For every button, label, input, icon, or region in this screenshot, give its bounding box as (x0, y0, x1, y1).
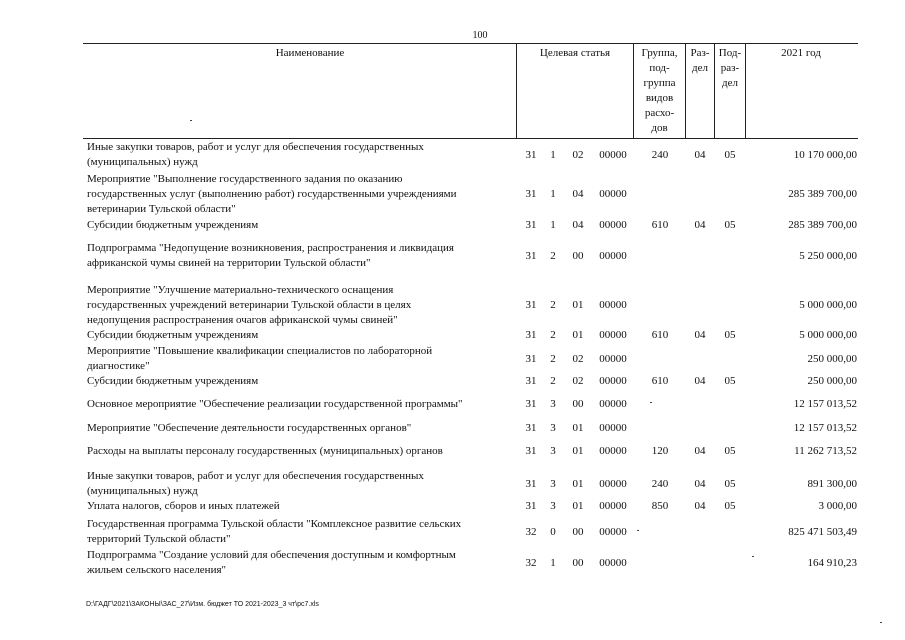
target-code: 1 (550, 557, 556, 569)
amount-2021: 10 170 000,00 (793, 149, 857, 161)
section-code: 04 (694, 219, 706, 231)
target-code: 2 (550, 375, 556, 387)
expense-group: 240 (651, 478, 669, 490)
target-code: 31 (525, 299, 537, 311)
footer-file-path: D:\ГАДГ\2021\ЗАКОНЫ\ЗАС_27\Изм. бюджет ТО 2021-2023_3 чт\рс7.xls (86, 601, 319, 608)
amount-2021: 164 910,23 (807, 557, 857, 569)
target-code: 31 (525, 250, 537, 262)
amount-2021: 12 157 013,52 (793, 398, 857, 410)
target-code: 1 (550, 149, 556, 161)
target-code: 00000 (599, 250, 627, 262)
target-code: 31 (525, 375, 537, 387)
expense-group: 240 (651, 149, 669, 161)
amount-2021: 285 389 700,00 (788, 188, 857, 200)
target-code: 2 (550, 299, 556, 311)
target-code: 31 (525, 329, 537, 341)
target-code: 3 (550, 422, 556, 434)
target-code: 2 (550, 329, 556, 341)
target-code: 31 (525, 188, 537, 200)
section-code: 04 (694, 500, 706, 512)
target-code: 01 (572, 329, 584, 341)
target-code: 31 (525, 478, 537, 490)
target-code: 00000 (599, 478, 627, 490)
target-code: 31 (525, 500, 537, 512)
scan-speck (637, 530, 639, 531)
scan-speck (880, 622, 882, 623)
subsection-code: 05 (724, 219, 736, 231)
row-name: Основное мероприятие "Обеспечение реализации государственной программы" (87, 398, 463, 410)
row-name: Иные закупки товаров, работ и услуг для обеспечения государственных (муниципальных) нужд (87, 470, 424, 497)
amount-2021: 5 250 000,00 (799, 250, 857, 262)
amount-2021: 285 389 700,00 (788, 219, 857, 231)
target-code: 31 (525, 149, 537, 161)
amount-2021: 12 157 013,52 (793, 422, 857, 434)
target-code: 2 (550, 353, 556, 365)
target-code: 00000 (599, 375, 627, 387)
row-name: Мероприятие "Обеспечение деятельности государственных органов" (87, 422, 412, 434)
target-code: 00000 (599, 422, 627, 434)
target-code: 01 (572, 299, 584, 311)
header-group: Группа, под- группа видов расхо- дов (641, 47, 678, 134)
scan-speck (650, 402, 652, 403)
target-code: 3 (550, 445, 556, 457)
target-code: 04 (572, 188, 584, 200)
scan-speck (190, 120, 192, 121)
target-code: 00000 (599, 526, 627, 538)
amount-2021: 250 000,00 (807, 375, 857, 387)
section-code: 04 (694, 149, 706, 161)
target-code: 00 (572, 526, 584, 538)
expense-group: 610 (651, 375, 669, 387)
header-year: 2021 год (781, 47, 821, 59)
row-name: Расходы на выплаты персоналу государственных (муниципальных) органов (87, 445, 443, 457)
target-code: 01 (572, 422, 584, 434)
target-code: 00 (572, 398, 584, 410)
subsection-code: 05 (724, 149, 736, 161)
expense-group: 610 (651, 219, 669, 231)
section-code: 04 (694, 329, 706, 341)
page-number: 100 (472, 30, 488, 41)
target-code: 00 (572, 250, 584, 262)
amount-2021: 250 000,00 (807, 353, 857, 365)
subsection-code: 05 (724, 375, 736, 387)
amount-2021: 825 471 503,49 (788, 526, 857, 538)
target-code: 00000 (599, 500, 627, 512)
subsection-code: 05 (724, 500, 736, 512)
target-code: 01 (572, 500, 584, 512)
target-code: 32 (525, 557, 537, 569)
target-code: 00000 (599, 445, 627, 457)
row-name: Иные закупки товаров, работ и услуг для обеспечения государственных (муниципальных) нужд (87, 141, 424, 168)
target-code: 31 (525, 445, 537, 457)
target-code: 00000 (599, 353, 627, 365)
section-code: 04 (694, 375, 706, 387)
target-code: 0 (550, 526, 556, 538)
amount-2021: 3 000,00 (818, 500, 857, 512)
row-name: Уплата налогов, сборов и иных платежей (87, 500, 280, 512)
section-code: 04 (694, 478, 706, 490)
target-code: 01 (572, 478, 584, 490)
row-name: Подпрограмма "Недопущение возникновения, распространения и ликвидация африканской чумы свиней на территории Тульской области" (87, 242, 454, 269)
row-name: Мероприятие "Выполнение государственного задания по оказанию государственных услуг (выполнению работ) государственными учреждениями ветеринарии Тульской области" (87, 173, 457, 215)
row-name: Мероприятие "Повышение квалификации специалистов по лабораторной диагностике" (87, 345, 433, 372)
target-code: 02 (572, 353, 584, 365)
row-name: Субсидии бюджетным учреждениям (87, 375, 259, 387)
section-code: 04 (694, 445, 706, 457)
expense-group: 850 (651, 500, 669, 512)
target-code: 00000 (599, 329, 627, 341)
column-divider (516, 43, 517, 139)
target-code: 02 (572, 375, 584, 387)
target-code: 02 (572, 149, 584, 161)
target-code: 04 (572, 219, 584, 231)
target-code: 00000 (599, 149, 627, 161)
amount-2021: 5 000 000,00 (799, 299, 857, 311)
header-target: Целевая статья (539, 47, 611, 59)
amount-2021: 891 300,00 (807, 478, 857, 490)
header-section: Раз- дел (690, 47, 710, 74)
subsection-code: 05 (724, 478, 736, 490)
target-code: 01 (572, 445, 584, 457)
row-name: Подпрограмма "Создание условий для обеспечения доступным и комфортным жильем сельского населения" (87, 549, 456, 576)
row-name: Государственная программа Тульской области "Комплексное развитие сельских территорий Тульской области" (87, 518, 462, 545)
expense-group: 610 (651, 329, 669, 341)
amount-2021: 5 000 000,00 (799, 329, 857, 341)
target-code: 1 (550, 188, 556, 200)
row-name: Мероприятие "Улучшение материально-технического оснащения государственных учреждений ветеринарии Тульской области в целях недопущения распространения очагов африканской чумы свиней" (87, 284, 412, 326)
target-code: 31 (525, 422, 537, 434)
target-code: 00 (572, 557, 584, 569)
row-name: Субсидии бюджетным учреждениям (87, 219, 259, 231)
scan-speck (752, 556, 754, 557)
target-code: 2 (550, 250, 556, 262)
expense-group: 120 (651, 445, 669, 457)
target-code: 31 (525, 353, 537, 365)
target-code: 00000 (599, 299, 627, 311)
target-code: 32 (525, 526, 537, 538)
amount-2021: 11 262 713,52 (794, 445, 857, 457)
row-name: Субсидии бюджетным учреждениям (87, 329, 259, 341)
header-subsection: Под- раз- дел (718, 47, 742, 89)
target-code: 00000 (599, 188, 627, 200)
subsection-code: 05 (724, 445, 736, 457)
header-name: Наименование (275, 47, 345, 59)
target-code: 3 (550, 478, 556, 490)
target-code: 3 (550, 500, 556, 512)
target-code: 31 (525, 398, 537, 410)
target-code: 31 (525, 219, 537, 231)
target-code: 00000 (599, 398, 627, 410)
target-code: 3 (550, 398, 556, 410)
target-code: 00000 (599, 557, 627, 569)
target-code: 00000 (599, 219, 627, 231)
target-code: 1 (550, 219, 556, 231)
subsection-code: 05 (724, 329, 736, 341)
